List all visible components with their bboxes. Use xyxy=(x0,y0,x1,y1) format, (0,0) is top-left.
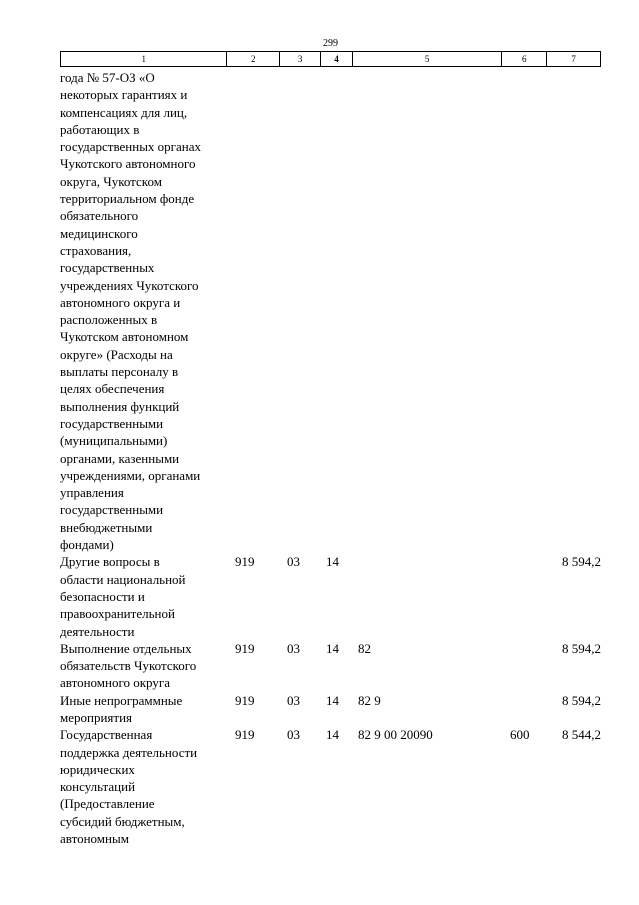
description-line: целях обеспечения xyxy=(60,381,165,397)
description-line: страхования, xyxy=(60,242,132,258)
description-line: территориальном фонде xyxy=(60,191,195,207)
description-line: Чукотского автономного xyxy=(60,156,196,172)
row-section-code: 03 xyxy=(287,640,300,656)
description-line: государственными xyxy=(60,502,164,518)
row-ministry-code: 919 xyxy=(235,727,255,743)
row-description xyxy=(60,640,227,692)
description-line: учреждениями, органами xyxy=(60,467,201,483)
row-target-code: 82 xyxy=(358,640,371,656)
description-line: внебюджетными xyxy=(60,519,153,535)
description-line: консультаций xyxy=(60,779,136,795)
description-line: области национальной xyxy=(60,571,186,587)
description-line: выполнения функций xyxy=(60,398,180,414)
column-header-6: 6 xyxy=(502,52,547,66)
row-subsection-code: 14 xyxy=(326,727,339,743)
row-section-code: 03 xyxy=(287,727,300,743)
description-line: Государственная xyxy=(60,727,153,743)
row-ministry-code xyxy=(227,69,280,553)
column-header-7: 7 xyxy=(571,54,576,64)
row-description xyxy=(60,553,227,639)
description-line: автономным xyxy=(60,831,129,847)
row-amount: 8 594,2 xyxy=(562,692,601,708)
description-line: расположенных в xyxy=(60,312,158,328)
row-expense-type xyxy=(503,69,548,553)
description-line: юридических xyxy=(60,761,135,777)
description-line: обязательного xyxy=(60,208,139,224)
table-body xyxy=(60,69,601,847)
row-target-code xyxy=(353,69,503,553)
column-header-1: 1 xyxy=(61,52,227,66)
description-line: поддержка деятельности xyxy=(60,744,198,760)
description-line: работающих в xyxy=(60,121,140,137)
row-expense-type: 600 xyxy=(510,727,530,743)
row-section-code xyxy=(280,69,321,553)
row-description xyxy=(60,692,227,727)
description-line: управления xyxy=(60,485,124,501)
row-amount xyxy=(548,69,601,553)
description-line: автономного округа xyxy=(60,675,170,691)
description-line: медицинского xyxy=(60,225,138,241)
description-line: правоохранительной xyxy=(60,606,175,622)
description-line: обязательств Чукотского xyxy=(60,658,197,674)
row-amount: 8 594,2 xyxy=(562,640,601,656)
table-header xyxy=(60,51,601,67)
description-line: государственных xyxy=(60,260,155,276)
description-line: субсидий бюджетным, xyxy=(60,813,185,829)
row-subsection-code xyxy=(321,69,353,553)
row-target-code: 82 9 xyxy=(358,692,381,708)
page-number: 299 xyxy=(323,38,338,49)
table-row xyxy=(60,692,601,727)
table-row xyxy=(60,726,601,847)
table-row xyxy=(60,553,601,639)
row-subsection-code: 14 xyxy=(326,554,339,570)
row-expense-type xyxy=(503,640,548,692)
description-line: деятельности xyxy=(60,623,135,639)
row-target-code: 82 9 00 20090 xyxy=(358,727,433,743)
row-ministry-code: 919 xyxy=(235,692,255,708)
column-header-2: 2 xyxy=(227,52,280,66)
description-line: выплаты персоналу в xyxy=(60,364,179,380)
description-line: некоторых гарантиях и xyxy=(60,87,188,103)
row-ministry-code: 919 xyxy=(235,554,255,570)
description-line: органами, казенными xyxy=(60,450,180,466)
row-section-code: 03 xyxy=(287,554,300,570)
description-line: Выполнение отдельных xyxy=(60,640,192,656)
column-header-4: 4 xyxy=(321,52,353,66)
description-line: (Предоставление xyxy=(60,796,155,812)
description-line: Другие вопросы в xyxy=(60,554,160,570)
description-line: безопасности и xyxy=(60,588,145,604)
description-line: автономного округа и xyxy=(60,294,181,310)
description-line: округе» (Расходы на xyxy=(60,346,173,362)
table-row xyxy=(60,640,601,692)
row-subsection-code: 14 xyxy=(326,692,339,708)
row-section-code: 03 xyxy=(287,692,300,708)
description-line: Чукотском автономном xyxy=(60,329,189,345)
description-line: (муниципальными) xyxy=(60,433,168,449)
row-description xyxy=(60,69,227,553)
description-line: года № 57-ОЗ «О xyxy=(60,70,155,85)
description-line: компенсациях для лиц, xyxy=(60,104,188,120)
table-row xyxy=(60,69,601,553)
column-header-5: 5 xyxy=(353,52,502,66)
row-expense-type xyxy=(503,692,548,727)
row-description xyxy=(60,726,227,847)
row-amount: 8 594,2 xyxy=(562,554,601,570)
row-amount: 8 544,2 xyxy=(562,727,601,743)
description-line: округа, Чукотском xyxy=(60,173,162,189)
row-ministry-code: 919 xyxy=(235,640,255,656)
description-line: фондами) xyxy=(60,537,114,553)
description-line: учреждениях Чукотского xyxy=(60,277,199,293)
column-header-3: 3 xyxy=(280,52,321,66)
row-expense-type xyxy=(503,553,548,639)
row-target-code xyxy=(353,553,503,639)
description-line: Иные непрограммные xyxy=(60,692,183,708)
description-line: государственными xyxy=(60,415,164,431)
description-line: мероприятия xyxy=(60,709,133,725)
row-subsection-code: 14 xyxy=(326,640,339,656)
description-line: государственных органах xyxy=(60,139,202,155)
